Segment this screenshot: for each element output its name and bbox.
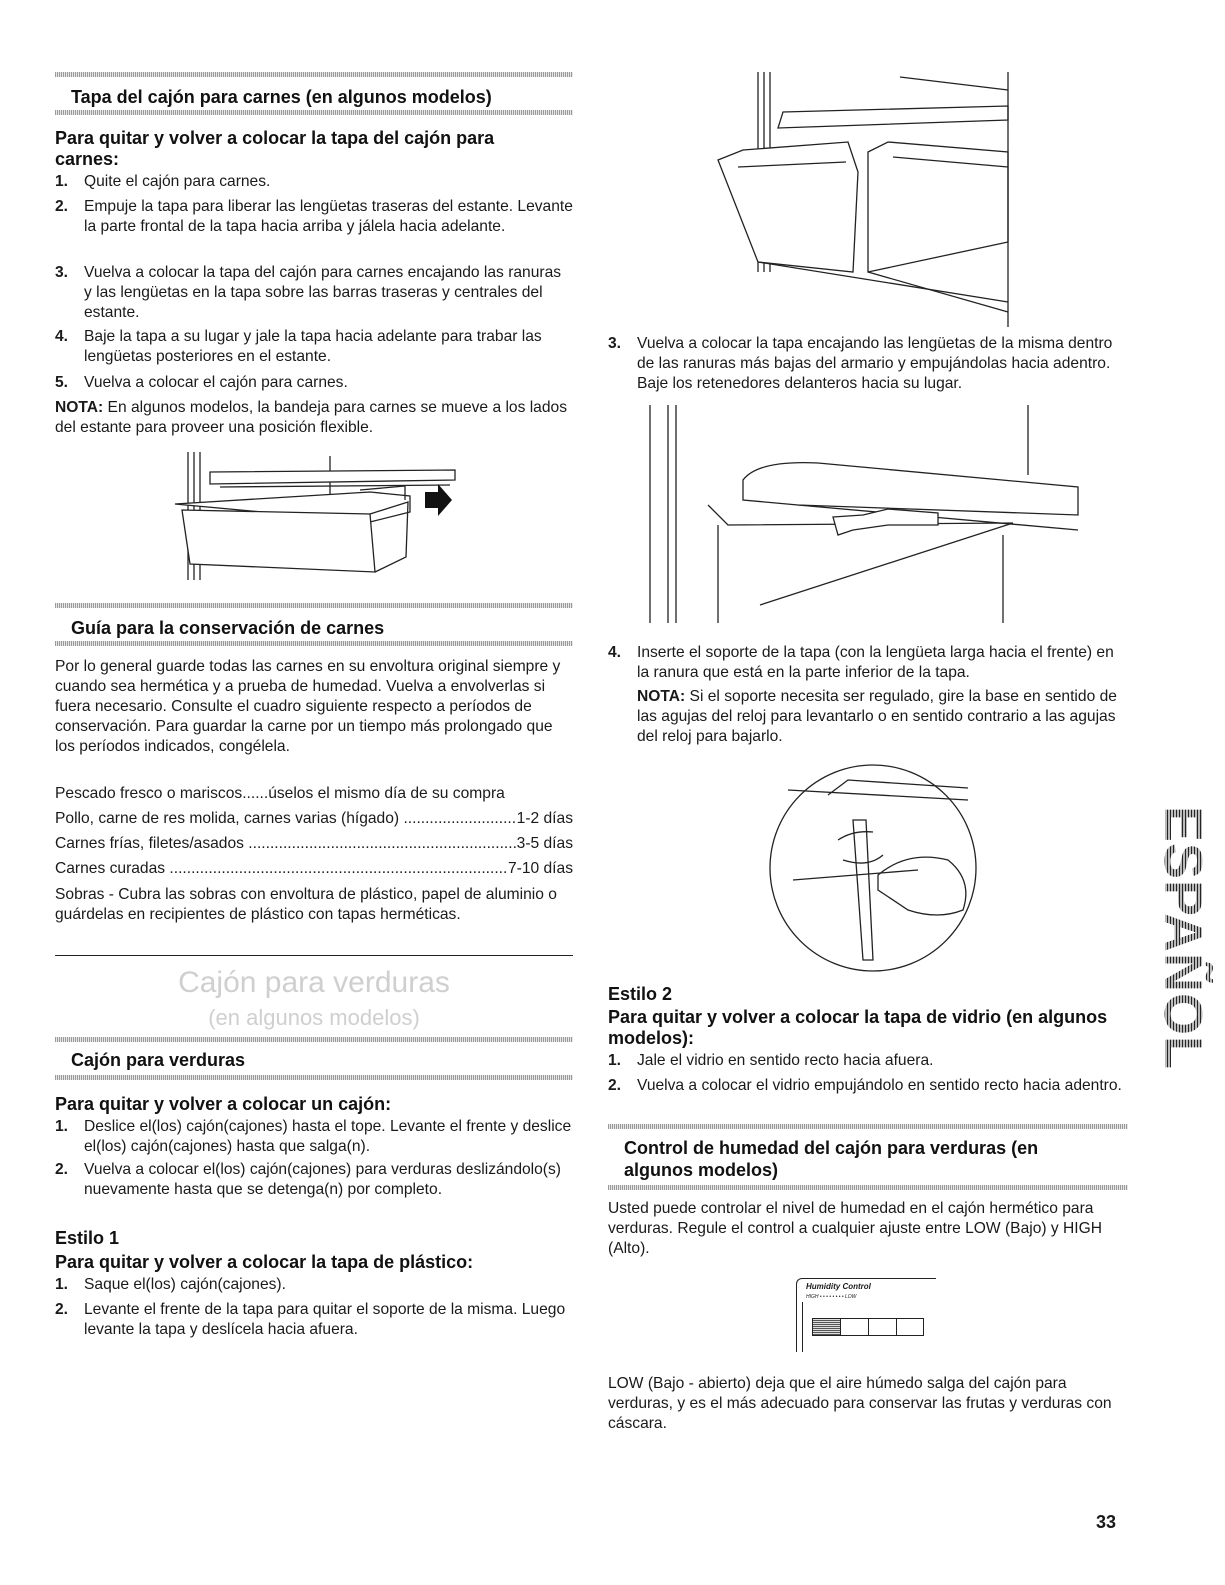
page-number: 33: [1096, 1512, 1117, 1532]
section-title: Tapa del cajón para carnes (en algunos modelos): [71, 87, 492, 107]
storage-row-fish: Pescado fresco o mariscos......úselos el mismo día de su compra: [55, 785, 505, 802]
storage-row: Pollo, carne de res molida, carnes varias (hígado) ..... 1-2 días: [55, 809, 573, 829]
list-item: 4. Inserte el soporte de la tapa (con la lengüeta larga hacia el frente) en la ranura que está en la parte inferior de la tapa.: [608, 644, 1114, 681]
section-header-meat-drawer-cover: [55, 72, 573, 124]
section-header-crisper: [55, 1037, 573, 1089]
humidity-paragraph: Usted puede controlar el nivel de humedad en el cajón hermético para verduras. Regule el control a cualquier ajuste entre LOW (Bajo) y HIGH (Alto).: [608, 1200, 1103, 1257]
cover-support-illustration: [648, 405, 1088, 625]
list-item: 4. Baje la tapa a su lugar y jale la tapa hacia adelante para trabar las lengüetas posteriores en el estante.: [55, 328, 542, 365]
list-item: 1. Saque el(los) cajón(cajones).: [55, 1276, 286, 1293]
section-header-meat-storage-guide: [55, 603, 573, 655]
section-title: Cajón para verduras: [71, 1050, 246, 1070]
humidity-control-illustration: [792, 1272, 942, 1352]
humidity-scale: HIGH • • • • • • • • LOW: [806, 1294, 857, 1300]
subheading-remove-meat-cover: Para quitar y volver a colocar la tapa del cajón para carnes:: [55, 128, 495, 169]
section-title: Guía para la conservación de carnes: [71, 618, 385, 638]
subheading-glass-cover: Para quitar y volver a colocar la tapa de vidrio (en algunos modelos):: [608, 1007, 1108, 1048]
list-item: 2. Vuelva a colocar el vidrio empujándolo en sentido recto hacia adentro.: [608, 1077, 1122, 1094]
leftovers-note: Sobras - Cubra las sobras con envoltura de plástico, papel de aluminio o guárdelas en recipientes de plástico con tapas herméticas.: [55, 886, 557, 923]
storage-guide-paragraph: Por lo general guarde todas las carnes en su envoltura original siempre y cuando sea hermética y a prueba de humedad. Vuelva a envolverlas si fuera necesario. Consulte el cuadro siguiente respecto a períodos de conservación. Para guardar la carne por un tiempo más prolongado que los períodos indicados, congélela.: [55, 658, 561, 755]
section-title: Control de humedad del cajón para verduras (en algunos modelos): [624, 1138, 1039, 1180]
note-support-adjust: NOTA: Si el soporte necesita ser regulado, gire la base en sentido de las agujas del reloj para levantarlo o en sentido contrario a las agujas del reloj para bajarlo.: [637, 688, 1117, 745]
divider: [55, 955, 573, 956]
list-item: 1. Deslice el(los) cajón(cajones) hasta el tope. Levante el frente y deslice el(los) cajón(cajones) hasta que salga(n).: [55, 1118, 572, 1155]
humidity-slider: [812, 1318, 924, 1336]
humidity-control-label: Humidity Control: [806, 1282, 871, 1291]
crisper-drawers-illustration: [718, 72, 1028, 332]
list-item: 3. Vuelva a colocar la tapa encajando las lengüetas de la misma dentro de las ranuras más bajas del armario y empujándolas hacia adentro. Baje los retenedores delanteros hacia su lugar.: [608, 335, 1113, 392]
meat-drawer-illustration: [170, 452, 470, 582]
support-adjust-illustration: [768, 760, 998, 990]
chapter-title: Cajón para verduras: [178, 966, 450, 999]
note-meat-pan: NOTA: En algunos modelos, la bandeja para carnes se mueve a los lados del estante para proveer una posición flexible.: [55, 399, 567, 436]
storage-row: Carnes curadas ..... 7-10 días: [55, 859, 573, 879]
list-item: 1. Quite el cajón para carnes.: [55, 173, 271, 190]
list-item: 2. Levante el frente de la tapa para quitar el soporte de la misma. Luego levante la tapa y deslícela hacia afuera.: [55, 1301, 566, 1338]
low-setting-paragraph: LOW (Bajo - abierto) deja que el aire húmedo salga del cajón para verduras, y es el más adecuado para conservar las frutas y verduras con cáscara.: [608, 1375, 1112, 1432]
slider-knob: [813, 1319, 841, 1335]
list-item: 5. Vuelva a colocar el cajón para carnes.: [55, 374, 348, 391]
list-item: 2. Vuelva a colocar el(los) cajón(cajones) para verduras deslizándolo(s) nuevamente hasta que se detenga(n) por completo.: [55, 1161, 561, 1198]
style2-label: Estilo 2: [608, 984, 673, 1004]
subheading-plastic-cover: Para quitar y volver a colocar la tapa de plástico:: [55, 1252, 474, 1272]
language-side-tab: ESPAÑOL: [1153, 805, 1213, 1071]
storage-row: Carnes frías, filetes/asados ..... 3-5 días: [55, 834, 573, 854]
list-item: 2. Empuje la tapa para liberar las lengüetas traseras del estante. Levante la parte frontal de la tapa hacia arriba y jálela hacia adelante.: [55, 198, 573, 235]
list-item: 3. Vuelva a colocar la tapa del cajón para carnes encajando las ranuras y las lengüetas en la tapa sobre las barras traseras y centrales del estante.: [55, 264, 562, 321]
section-header-humidity-control: [608, 1124, 1128, 1194]
chapter-subtitle: (en algunos modelos): [208, 1005, 420, 1030]
list-item: 1. Jale el vidrio en sentido recto hacia afuera.: [608, 1052, 934, 1069]
subheading-remove-drawer: Para quitar y volver a colocar un cajón:: [55, 1094, 392, 1114]
style1-label: Estilo 1: [55, 1228, 120, 1248]
